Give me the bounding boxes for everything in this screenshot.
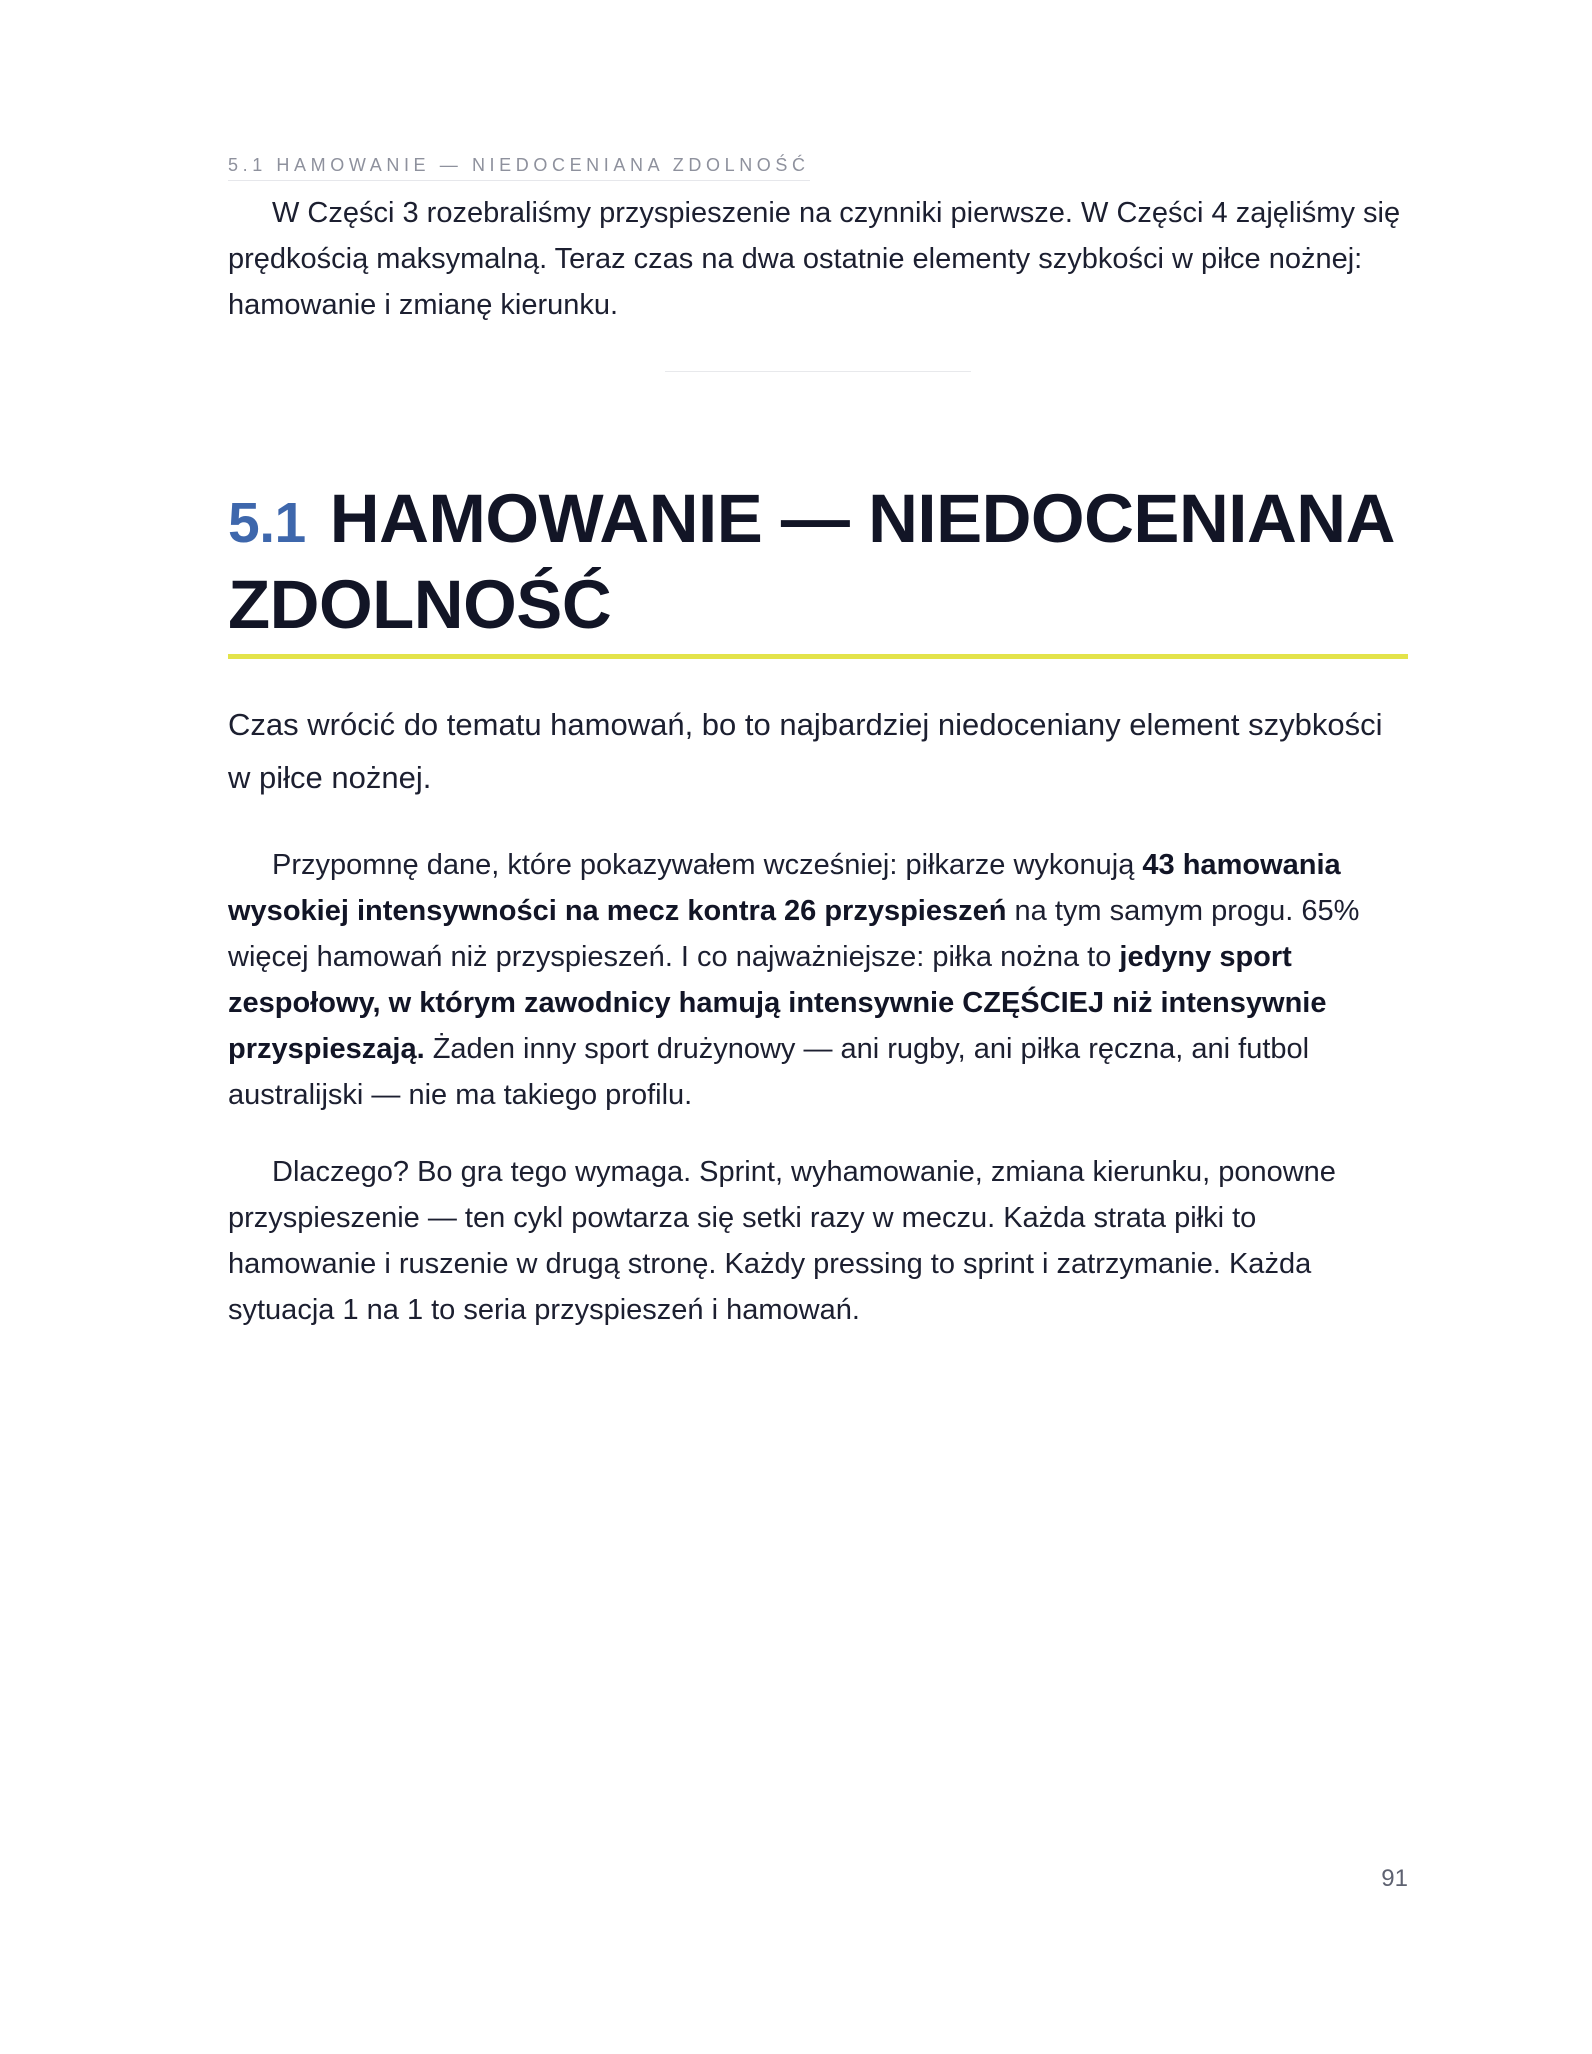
paragraph-text: Żaden inny sport drużynowy — ani rugby, ani piłka ręczna, ani futbol australijski — nie ma takiego profilu.	[228, 1033, 1310, 1111]
section-title: HAMOWANIE — NIEDOCENIANA ZDOLNOŚĆ	[228, 480, 1393, 643]
section-number: 5.1	[228, 491, 306, 555]
document-page	[228, 0, 1408, 2054]
section-divider	[665, 371, 971, 372]
bold-emphasis: 43 hamowania wysokiej intensywności na mecz kontra 26 przyspieszeń	[228, 849, 1341, 927]
paragraph-text: na tym samym progu. 65% więcej hamowań niż przyspieszeń. I co najważniejsze: piłka nożna to	[228, 895, 1360, 973]
bold-emphasis: jedyny sport zespołowy, w którym zawodnicy hamują intensywnie CZĘŚCIEJ niż intensywnie przyspieszają.	[228, 941, 1327, 1065]
body-paragraph-1	[228, 842, 1408, 1118]
lead-paragraph: Czas wrócić do tematu hamowań, bo to najbardziej niedoceniany element szybkości w piłce nożnej.	[228, 707, 1383, 795]
intro-paragraph: W Części 3 rozebraliśmy przyspieszenie na czynniki pierwsze. W Części 4 zajęliśmy się prędkością maksymalną. Teraz czas na dwa ostatnie elementy szybkości w piłce nożnej: hamowanie i zmianę kierunku.	[228, 197, 1401, 321]
running-header: 5.1 HAMOWANIE — NIEDOCENIANA ZDOLNOŚĆ	[228, 155, 810, 181]
page-number: 91	[1381, 1865, 1408, 1892]
paragraph-text: Przypomnę dane, które pokazywałem wcześniej: piłkarze wykonują	[272, 849, 1143, 881]
body-paragraph-2: Dlaczego? Bo gra tego wymaga. Sprint, wyhamowanie, zmiana kierunku, ponowne przyspieszenie — ten cykl powtarza się setki razy w meczu. Każda strata piłki to hamowanie i ruszenie w drugą stronę. Każdy pressing to sprint i zatrzymanie. Każda sytuacja 1 na 1 to seria przyspieszeń i hamowań.	[228, 1156, 1336, 1326]
section-heading	[228, 478, 1408, 645]
heading-accent-rule	[228, 654, 1408, 659]
